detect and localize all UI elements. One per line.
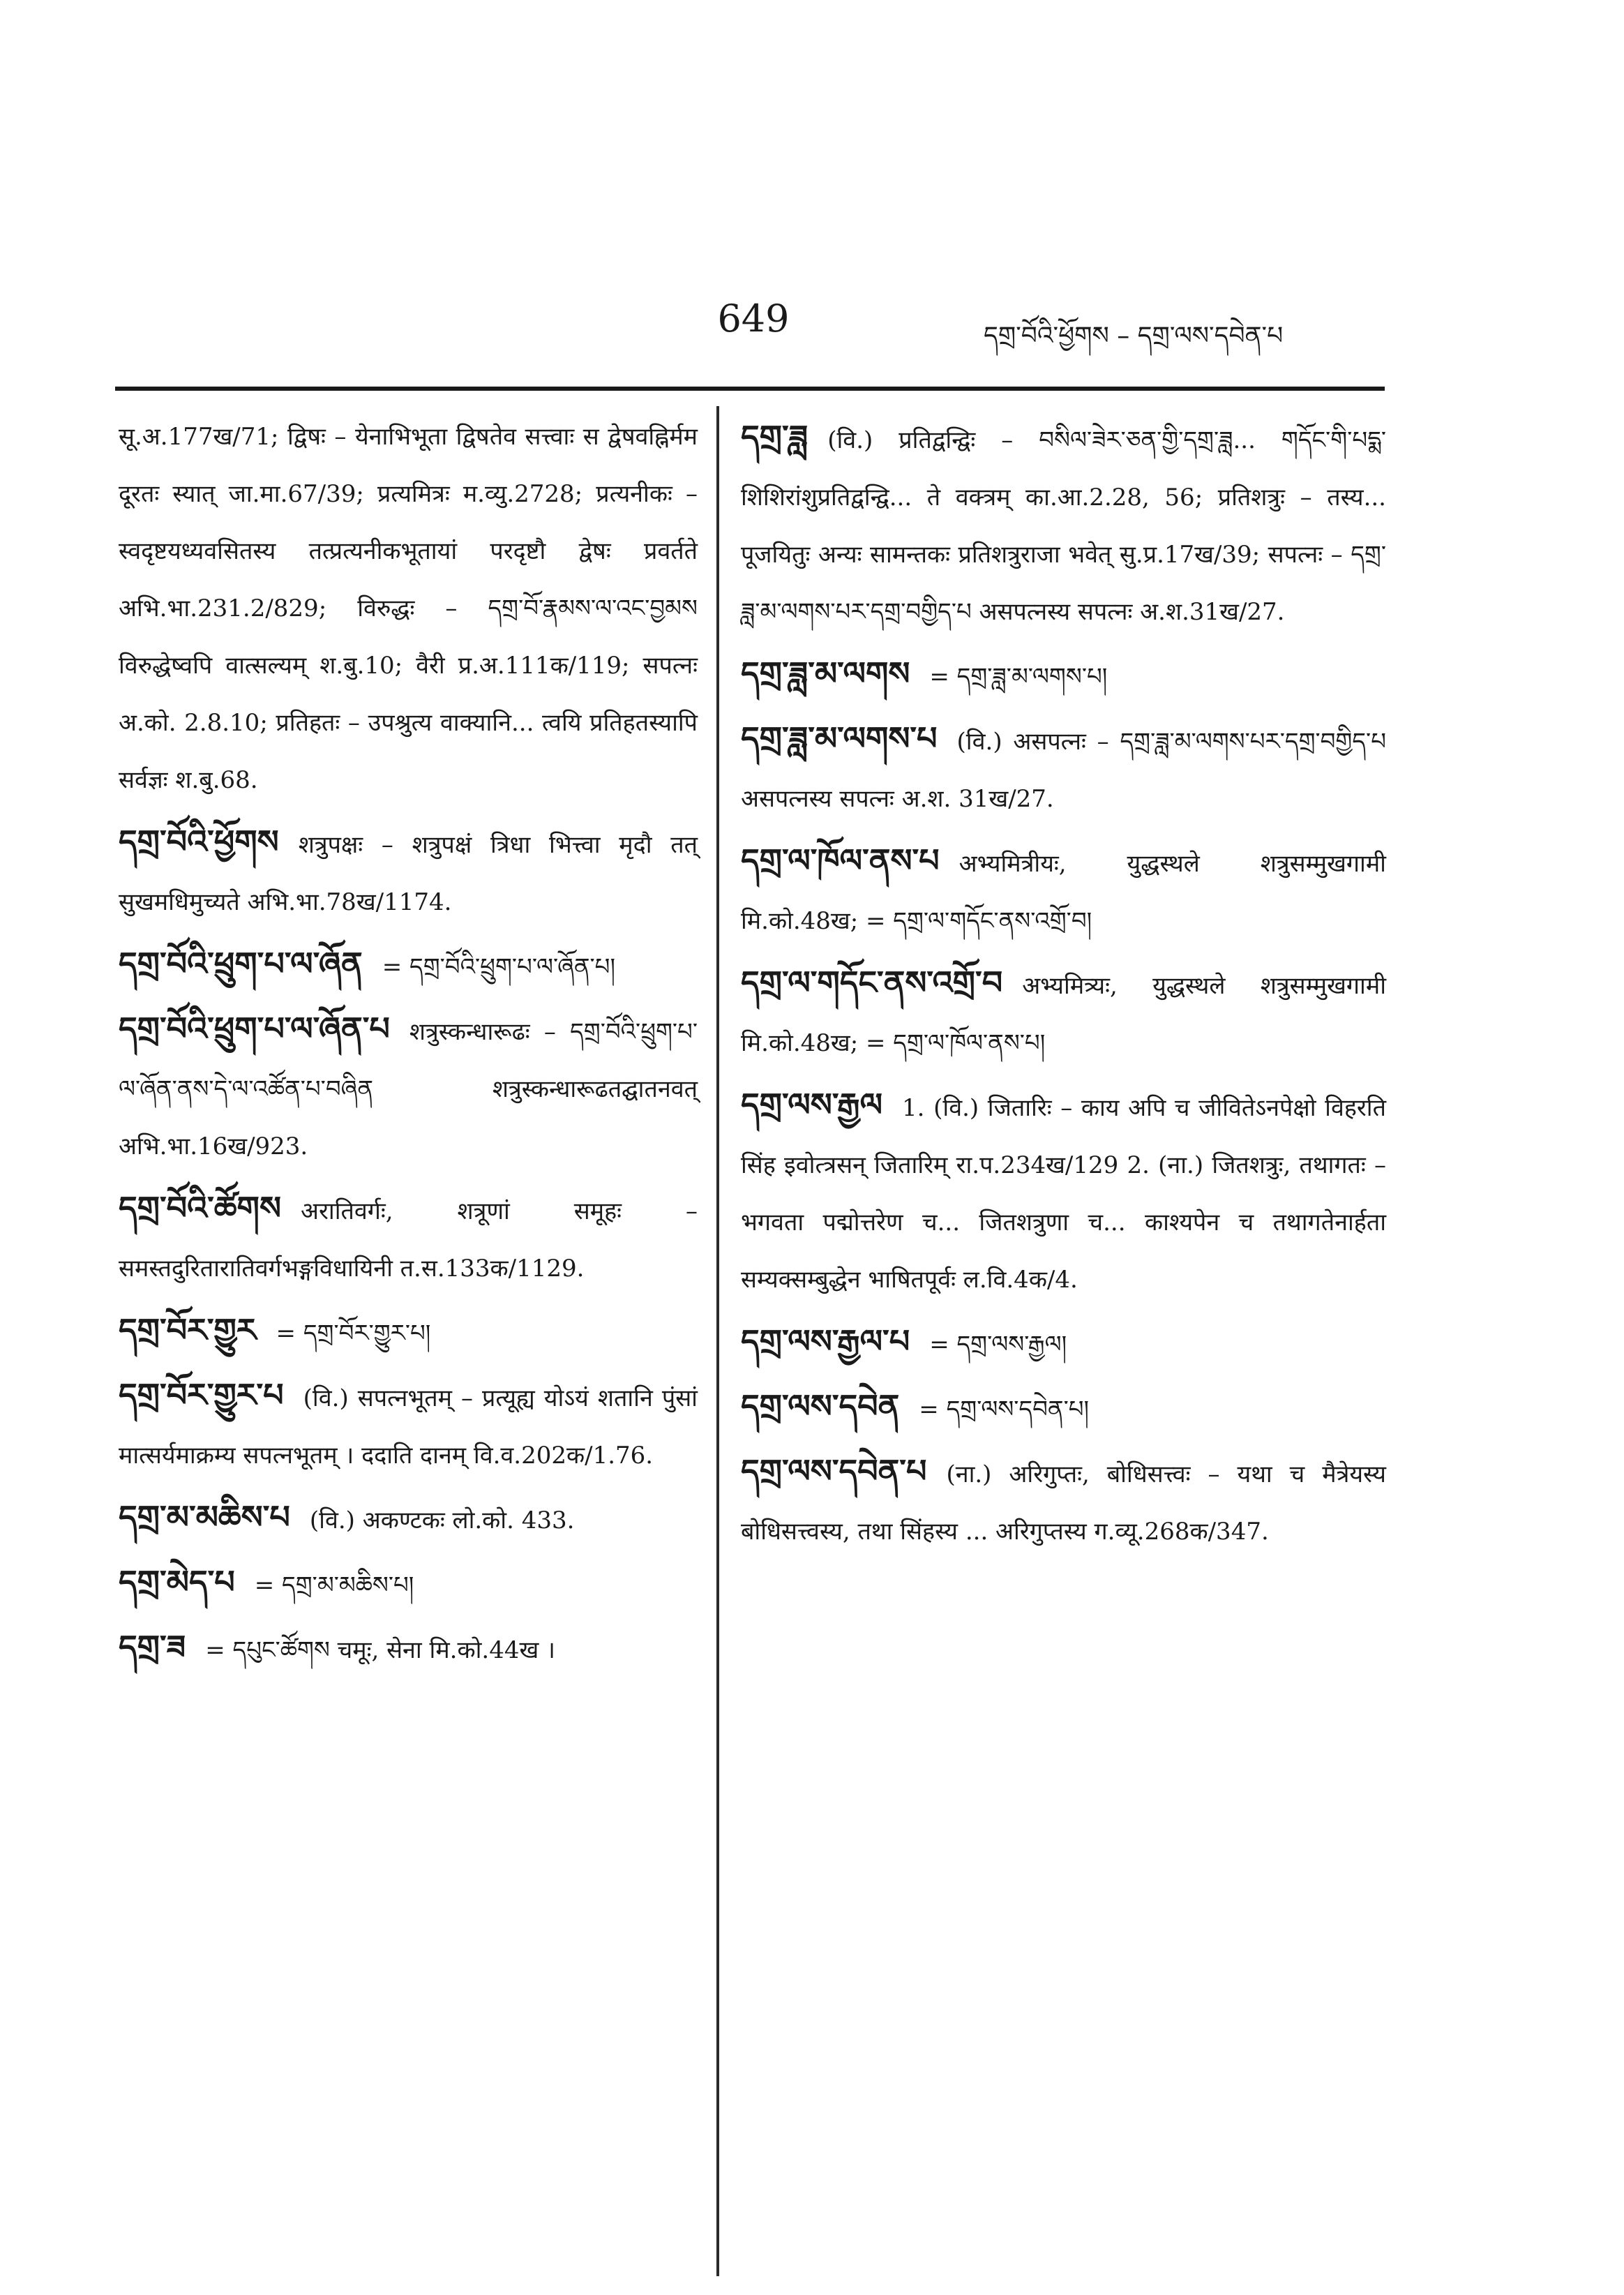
right-column [741, 408, 1386, 1560]
dictionary-entry [119, 813, 698, 931]
dictionary-entry [741, 1313, 1386, 1373]
entry-text: 1. (वि.) जितारिः – काय अपि च जीवितेऽनपेक्षो विहरति सिंह इवोत्त्रसन् जितारिम् रा.प.234ख/129 2. (ना.) जितशत्रुः, तथागतः – भगवता पद्मोत्तरेण च... जितशत्रुणा च... काश्यपेन च तथागतेनार्हता सम्यक्सम्बुद्धेन भाषितपूर्वः ल.वि.4क/4. [741, 1094, 1386, 1294]
entry-headword: དགྲ་ཟླ་མ་ལགས [741, 655, 910, 692]
entry-text: = དགྲ་ལས་རྒྱལ། [929, 1331, 1067, 1359]
entry-text: शत्रुपक्षः – शत्रुपक्षं त्रिधा भित्त्वा मृदौ तत् सुखमधिमुच्यते अभि.भा.78ख/1174. [119, 831, 698, 916]
entry-headword: དགྲ་ཟླ [741, 418, 809, 456]
dictionary-entry [741, 1076, 1386, 1308]
entry-headword: དགྲ་མེད་པ [119, 1563, 235, 1601]
dictionary-entry [119, 1366, 698, 1484]
entry-text: सू.अ.177ख/71; द्विषः – येनाभिभूता द्विषतेव सत्त्वाः स द्वेषवह्निर्मम दूरतः स्यात् जा.मा.67/39; प्रत्यमित्रः म.व्यु.2728; प्रत्यनीकः – स्वदृष्टयध्यवसितस्य तत्प्रत्यनीकभूतायां परदृष्टौ द्वेषः प्रवर्तते अभि.भा.231.2/829; विरुद्धः – དགྲ་བོ་རྣམས་ལ་འང་བྱམས विरुद्धेष्वपि वात्सल्यम् श.बु.10; वैरी प्र.अ.111क/119; सपत्नः अ.को. 2.8.10; प्रतिहतः – उपश्रुत्य वाक्यानि... त्वयि प्रतिहतस्यापि सर्वज्ञः श.बु.68. [119, 423, 698, 794]
entry-text: = དགྲ་ལས་དབེན་པ། [919, 1396, 1090, 1423]
dictionary-entry [741, 1442, 1386, 1560]
entry-headword: དགྲ་བོའི་ཕྱོགས [119, 823, 279, 860]
column-divider [716, 406, 719, 2276]
dictionary-entry [741, 710, 1386, 828]
entry-headword: དགྲ་ལ་གདོང་ནས་འགྲོ་བ [741, 964, 1003, 1001]
entry-text: = དགྲ་བོའི་ཕྲུག་པ་ལ་ཞོན་པ། [382, 953, 616, 981]
left-column [119, 408, 698, 1679]
entry-text: (वि.) अकण्टकः लो.को. 433. [309, 1507, 575, 1534]
entry-text: अरातिवर्गः, शत्रूणां समूहः – समस्तदुरितारातिवर्गभङ्गविधायिनी त.स.133क/1129. [119, 1197, 698, 1283]
entry-text: शत्रुस्कन्धारूढः – དགྲ་བོའི་ཕྲུག་པ་ལ་ཞོན་ནས་དེ་ལ་འཚོན་པ་བཞིན शत्रुस्कन्धारूढतद्घातनवत् अभि.भा.16ख/923. [119, 1018, 698, 1160]
entry-headword: དགྲ་བོའི་ཚོགས [119, 1189, 281, 1227]
dictionary-entry [119, 1488, 698, 1549]
entry-text: (वि.) सपत्नभूतम् – प्रत्यूह्य योऽयं शतानि पुंसां मात्सर्यमाक्रम्य सपत्नभूतम् । ददाति दानम् वि.व.202क/1.76. [119, 1384, 698, 1470]
dictionary-entry [119, 1301, 698, 1362]
entry-headword: དགྲ་ལས་དབེན་པ [741, 1452, 927, 1490]
entry-text: = དཔུང་ཚོགས चमूः, सेना मि.को.44ख । [205, 1636, 555, 1664]
dictionary-entry [119, 408, 698, 809]
entry-text: = དགྲ་ཟླ་མ་ལགས་པ། [929, 663, 1108, 691]
dictionary-entry [119, 1000, 698, 1175]
entry-headword: དགྲ་ལས་རྒྱལ་པ [741, 1322, 910, 1360]
dictionary-entry [119, 935, 698, 996]
entry-text: (वि.) असपत्नः – དགྲ་ཟླ་མ་ལགས་པར་དགྲ་བགྱིད་པ असपत्नस्य सपत्नः अ.श. 31ख/27. [741, 728, 1386, 813]
entry-text: = དགྲ་མ་མཆིས་པ། [254, 1571, 414, 1599]
entry-headword: དགྲ་བོར་གྱུར་པ [119, 1376, 284, 1414]
entry-headword: དགྲ་བོར་གྱུར [119, 1311, 257, 1349]
entry-text: अभ्यमित्रीयः, युद्धस्थले शत्रुसम्मुखगामी मि.को.48ख; = དགྲ་ལ་གདོང་ནས་འགྲོ་བ། [741, 850, 1386, 935]
page-number: 649 [717, 297, 790, 341]
entry-headword: དགྲ་ལ་ཁོལ་ནས་པ [741, 842, 940, 879]
entry-text: = དགྲ་བོར་གྱུར་པ། [276, 1320, 431, 1347]
dictionary-entry [741, 832, 1386, 950]
dictionary-entry [119, 1553, 698, 1614]
entry-headword: དགྲ་ལས་དབེན [741, 1387, 900, 1425]
dictionary-entry [741, 408, 1386, 641]
entry-headword: དགྲ་བོའི་ཕྲུག་པ་ལ་ཞོན་པ [119, 1010, 390, 1047]
entry-headword: དགྲ་ལས་རྒྱལ [741, 1086, 883, 1123]
entry-text: अभ्यमित्र्यः, युद्धस्थले शत्रुसम्मुखगामी मि.को.48ख; = དགྲ་ལ་ཁོལ་ནས་པ། [741, 972, 1386, 1057]
dictionary-entry [741, 645, 1386, 705]
dictionary-entry [741, 954, 1386, 1072]
entry-headword: དགྲ་བོའི་ཕྲུག་པ་ལ་ཞོན [119, 945, 363, 982]
entry-headword: དགྲ་ཟླ་མ་ལགས་པ [741, 719, 938, 757]
entry-headword: དགྲ་ཟ [119, 1628, 186, 1666]
header-rule [115, 387, 1385, 391]
entry-headword: དགྲ་མ་མཆིས་པ [119, 1498, 290, 1536]
entry-text: (ना.) अरिगुप्तः, बोधिसत्त्वः – यथा च मैत्रेयस्य बोधिसत्त्वस्य, तथा सिंहस्य ... अरिगुप्तस्य ग.व्यू.268क/347. [741, 1460, 1386, 1546]
dictionary-entry [119, 1618, 698, 1679]
dictionary-entry [741, 1377, 1386, 1438]
dictionary-entry [119, 1179, 698, 1297]
entry-text: (वि.) प्रतिद्वन्द्विः – བསིལ་ཟེར་ཅན་གྱི་དགྲ་ཟླ... གདོང་གི་པདྨ་ शिशिरांशुप्रतिद्वन्द्वि... ते वक्त्रम् का.आ.2.28, 56; प्रतिशत्रुः – तस्य... पूजयितुः अन्यः सामन्तकः प्रतिशत्रुराजा भवेत् सु.प्र.17ख/39; सपत्नः – དགྲ་ཟླ་མ་ལགས་པར་དགྲ་བགྱིད་པ असपत्नस्य सपत्नः अ.श.31ख/27. [741, 426, 1386, 626]
running-head: དགྲ་བོའི་ཕྱོགས – དགྲ་ལས་དབེན་པ [984, 322, 1284, 350]
